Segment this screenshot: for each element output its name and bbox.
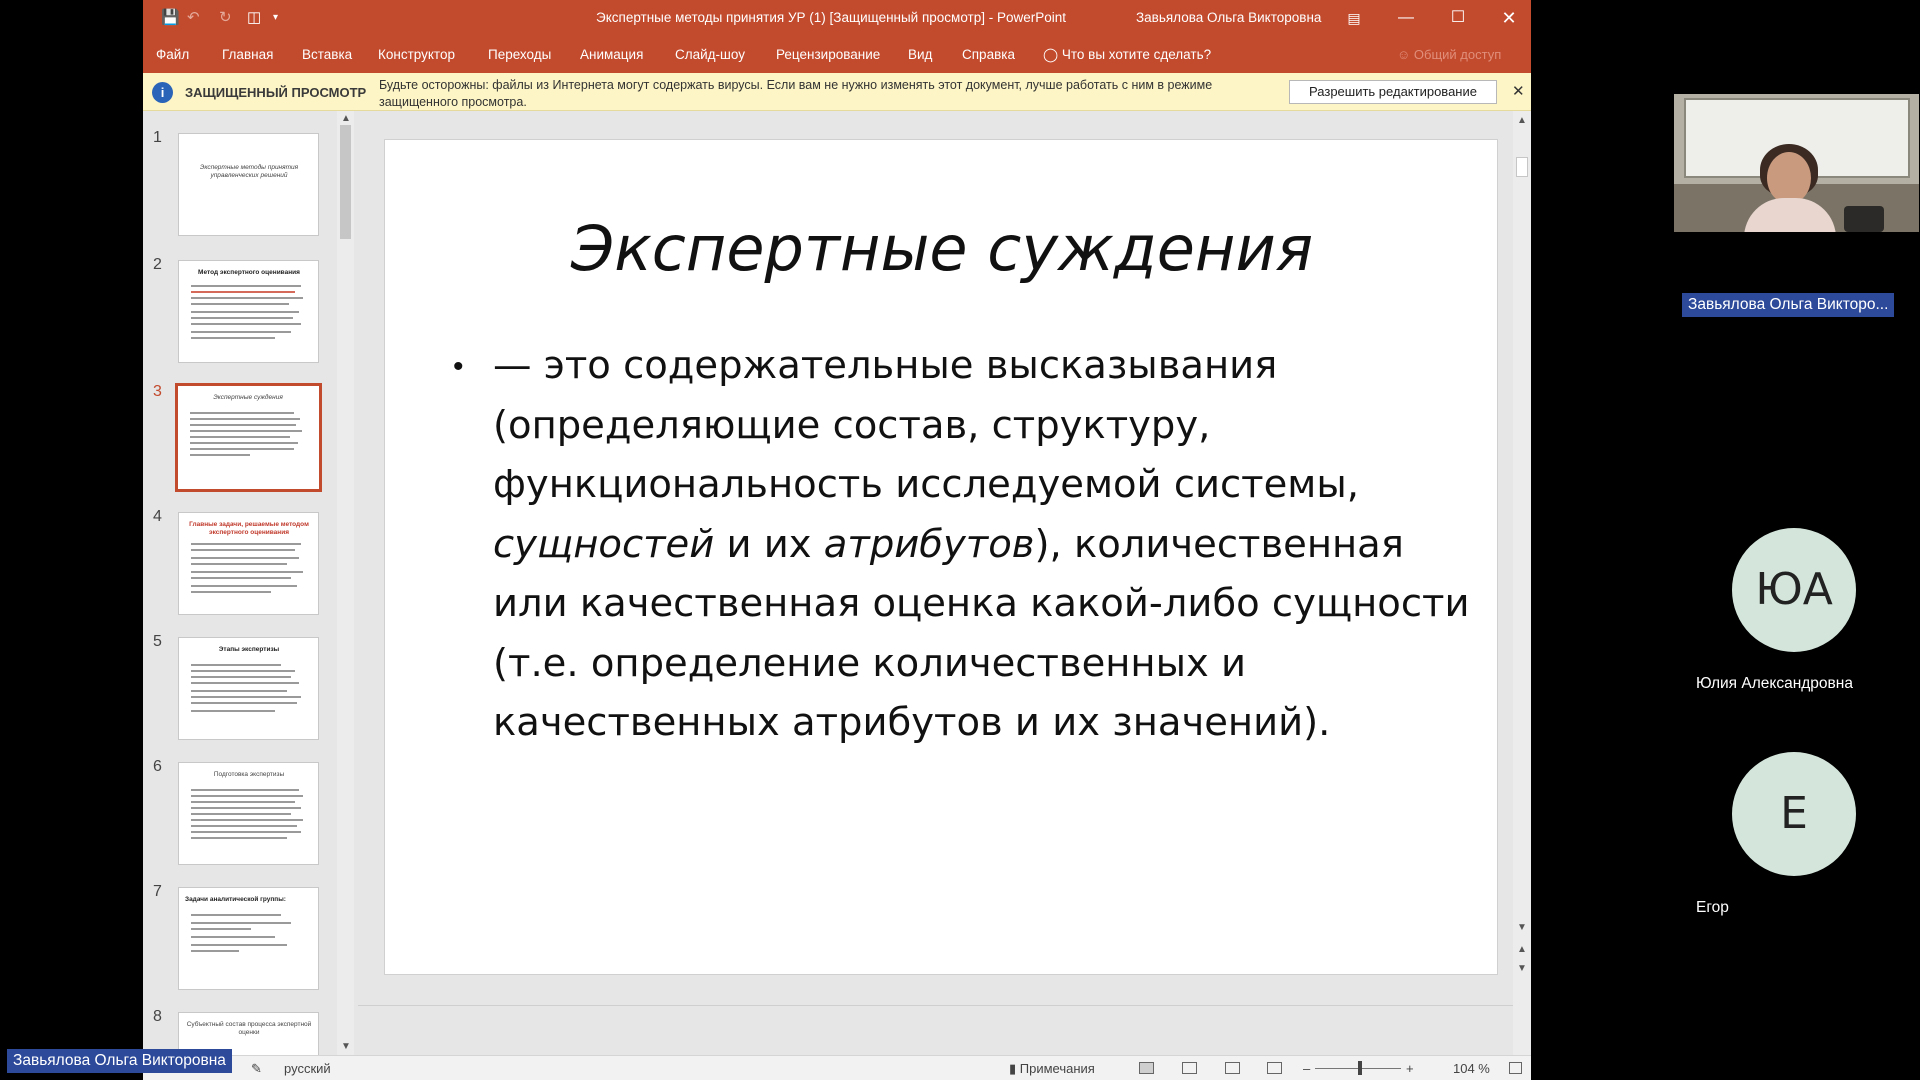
protected-view-message: Будьте осторожны: файлы из Интернета могут содержать вирусы. Если вам не нужно изменять этот документ, лучше работать с ним в режиме защищенного просмотра. bbox=[379, 78, 1213, 109]
thumbnail-title: Экспертные методы принятия управленческих решений bbox=[199, 164, 299, 179]
thumbnails-scrollbar[interactable] bbox=[337, 111, 354, 1055]
slide-sorter-icon[interactable] bbox=[1182, 1062, 1197, 1074]
thumbnail-line bbox=[191, 807, 301, 809]
participant-avatar[interactable]: Е bbox=[1732, 752, 1856, 876]
thumbnail-line bbox=[190, 412, 294, 414]
ribbon-display-icon[interactable]: ▤ bbox=[1347, 10, 1361, 26]
next-slide-icon[interactable]: ▼ bbox=[1517, 963, 1527, 974]
thumbnail-line bbox=[190, 448, 294, 450]
body-text-italic: атрибутов bbox=[823, 521, 1035, 567]
enable-editing-button[interactable]: Разрешить редактирование bbox=[1289, 80, 1497, 104]
notes-divider[interactable] bbox=[358, 1005, 1531, 1006]
body-text-part: — это содержательные высказывания (определяющие состав, структуру, функциональность исследуемой системы, bbox=[493, 343, 1359, 507]
thumbnail-line bbox=[191, 710, 275, 712]
thumbnail-line bbox=[191, 676, 291, 678]
slide-number: 2 bbox=[153, 256, 162, 273]
comment-icon: ▮ bbox=[1009, 1061, 1017, 1076]
thumbnail-line bbox=[191, 936, 275, 938]
share-label: Общий доступ bbox=[1413, 47, 1502, 62]
tab-animations[interactable]: Анимация bbox=[580, 47, 644, 62]
thumbnail-title: Главные задачи, решаемые методом экспертного оценивания bbox=[189, 521, 309, 536]
previous-slide-icon[interactable]: ▲ bbox=[1517, 944, 1527, 955]
scrollbar-thumb[interactable] bbox=[1516, 157, 1528, 177]
scroll-down-icon[interactable]: ▼ bbox=[341, 1041, 351, 1052]
presenter-camera-video[interactable] bbox=[1674, 94, 1919, 232]
head bbox=[1767, 152, 1811, 204]
body-text-part: и их bbox=[714, 521, 824, 567]
zoom-level[interactable]: 104 % bbox=[1453, 1061, 1490, 1076]
undo-icon[interactable]: ↶ bbox=[187, 9, 200, 26]
thumbnail-title: Задачи аналитической группы: bbox=[185, 896, 286, 903]
start-from-beginning-icon[interactable]: ◫ bbox=[247, 9, 262, 26]
tab-insert[interactable]: Вставка bbox=[302, 47, 353, 62]
slide-thumbnails-pane bbox=[143, 111, 358, 1055]
thumbnail-title: Метод экспертного оценивания bbox=[198, 269, 300, 276]
reading-view-icon[interactable] bbox=[1225, 1062, 1240, 1074]
body-text-part: ), количественная или качественная оценка какой-либо сущности (т.е. определение количественных и качественных атрибутов и их значений). bbox=[493, 521, 1470, 745]
slide-thumbnail-5[interactable] bbox=[178, 637, 319, 740]
thumbnail-line bbox=[191, 331, 291, 333]
slide-thumbnail-1[interactable] bbox=[178, 133, 319, 236]
thumbnail-line bbox=[190, 424, 296, 426]
thumbnail-title: Этапы экспертизы bbox=[218, 646, 280, 653]
thumbnail-line bbox=[191, 922, 291, 924]
thumbnail-line bbox=[191, 944, 287, 946]
close-bar-icon[interactable]: ✕ bbox=[1512, 83, 1525, 100]
fit-to-window-icon[interactable] bbox=[1509, 1062, 1522, 1074]
thumbnail-line bbox=[191, 337, 275, 339]
thumbnail-line bbox=[191, 831, 301, 833]
thumbnail-line bbox=[191, 549, 295, 551]
scrollbar-thumb[interactable] bbox=[340, 125, 351, 239]
slide-thumbnail-3[interactable] bbox=[175, 383, 322, 492]
tab-view[interactable]: Вид bbox=[908, 47, 933, 62]
scroll-up-icon[interactable]: ▲ bbox=[1517, 115, 1527, 126]
tab-transitions[interactable]: Переходы bbox=[488, 47, 552, 62]
info-icon: i bbox=[152, 82, 173, 103]
thumbnail-line bbox=[191, 801, 295, 803]
powerpoint-window bbox=[143, 0, 1531, 1080]
participant-name: Юлия Александровна bbox=[1696, 675, 1853, 692]
thumbnail-line bbox=[191, 303, 289, 305]
thumbnail-line bbox=[191, 664, 281, 666]
thumbnail-line bbox=[191, 928, 251, 930]
close-icon[interactable]: ✕ bbox=[1501, 8, 1517, 28]
thumbnail-line bbox=[191, 914, 281, 916]
slide-number: 1 bbox=[153, 129, 162, 146]
thumbnail-line bbox=[190, 454, 250, 456]
thumbnail-title: Субъектный состав процесса экспертной оценки bbox=[186, 1021, 312, 1036]
participant-avatar[interactable]: ЮА bbox=[1732, 528, 1856, 652]
slide-number: 7 bbox=[153, 883, 162, 900]
thumbnail-line bbox=[191, 837, 287, 839]
thumbnail-title: Подготовка экспертизы bbox=[213, 771, 285, 778]
thumbnail-line bbox=[191, 950, 239, 952]
language-indicator[interactable]: русский bbox=[284, 1061, 331, 1076]
notes-label: Примечания bbox=[1019, 1061, 1095, 1076]
save-icon[interactable]: 💾 bbox=[161, 9, 180, 26]
window-title: Экспертные методы принятия УР (1) [Защищенный просмотр] - PowerPoint bbox=[596, 10, 1067, 25]
thumbnail-line bbox=[191, 585, 297, 587]
protected-view-title: ЗАЩИЩЕННЫЙ ПРОСМОТР bbox=[185, 85, 367, 100]
tell-me-label: Что вы хотите сделать? bbox=[1061, 47, 1212, 62]
participant-name: Егор bbox=[1696, 899, 1729, 916]
customize-qat-icon[interactable]: ▾ bbox=[273, 12, 279, 23]
thumbnail-line bbox=[191, 577, 291, 579]
lightbulb-icon: ◯ bbox=[1043, 47, 1059, 62]
slide-number: 8 bbox=[153, 1008, 162, 1025]
thumbnail-line bbox=[191, 323, 301, 325]
tab-file[interactable]: Файл bbox=[156, 47, 190, 62]
slide-thumbnail-2[interactable] bbox=[178, 260, 319, 363]
thumbnail-line bbox=[191, 317, 293, 319]
slide-scrollbar[interactable] bbox=[1513, 111, 1531, 1055]
signed-in-user[interactable]: Завьялова Ольга Викторовна bbox=[1136, 10, 1322, 25]
status-bar bbox=[143, 1055, 1531, 1080]
body-text-italic: сущностей bbox=[493, 521, 715, 567]
thumbnail-line bbox=[190, 442, 298, 444]
thumbnail-line bbox=[191, 571, 303, 573]
tab-design[interactable]: Конструктор bbox=[378, 47, 455, 62]
normal-view-icon[interactable] bbox=[1139, 1062, 1154, 1074]
thumbnail-line bbox=[191, 591, 271, 593]
tab-slideshow[interactable]: Слайд-шоу bbox=[675, 47, 745, 62]
maximize-icon[interactable]: ☐ bbox=[1450, 9, 1466, 26]
tab-help[interactable]: Справка bbox=[962, 47, 1015, 62]
slide-number: 4 bbox=[153, 508, 162, 525]
thumbnail-line bbox=[191, 311, 299, 313]
zoom-out-icon[interactable]: – bbox=[1303, 1061, 1311, 1076]
zoom-slider-thumb[interactable] bbox=[1358, 1061, 1362, 1075]
presenter-name-tag: Завьялова Ольга Викторовна bbox=[7, 1049, 232, 1073]
slide-number: 3 bbox=[153, 383, 162, 400]
thumbnail-line bbox=[191, 813, 291, 815]
slide-edit-area bbox=[358, 111, 1531, 1055]
thumbnail-line bbox=[191, 285, 301, 287]
minimize-icon[interactable]: — bbox=[1398, 9, 1414, 26]
thumbnail-line bbox=[191, 825, 297, 827]
redo-icon[interactable]: ↻ bbox=[219, 9, 232, 26]
thumbnail-line bbox=[191, 297, 303, 299]
chair bbox=[1844, 206, 1884, 232]
scroll-down-icon[interactable]: ▼ bbox=[1517, 922, 1527, 933]
thumbnail-line bbox=[191, 702, 297, 704]
camera-name-tag: Завьялова Ольга Викторо... bbox=[1682, 293, 1894, 317]
slide-thumbnail-4[interactable] bbox=[178, 512, 319, 615]
thumbnail-line bbox=[191, 563, 287, 565]
slide-thumbnail-7[interactable] bbox=[178, 887, 319, 990]
protected-view-bar bbox=[143, 73, 1531, 111]
thumbnail-line bbox=[190, 418, 300, 420]
tab-home[interactable]: Главная bbox=[222, 47, 274, 62]
scroll-up-icon[interactable]: ▲ bbox=[341, 113, 351, 124]
thumbnail-line bbox=[191, 682, 299, 684]
thumbnail-line bbox=[191, 557, 299, 559]
tab-review[interactable]: Рецензирование bbox=[776, 47, 881, 62]
thumbnail-title: Экспертные суждения bbox=[213, 394, 283, 401]
thumbnail-line bbox=[190, 430, 302, 432]
person-icon: ☺ bbox=[1397, 47, 1411, 62]
notes-button[interactable] bbox=[1009, 1061, 1095, 1077]
slide-body-text[interactable] bbox=[493, 336, 1473, 753]
zoom-in-icon[interactable]: + bbox=[1406, 1061, 1414, 1076]
spellcheck-icon[interactable]: ✎ bbox=[251, 1061, 262, 1076]
current-slide[interactable] bbox=[384, 139, 1498, 975]
slide-title[interactable]: Экспертные суждения bbox=[570, 212, 1314, 285]
bullet-marker: • bbox=[453, 350, 464, 383]
thumbnail-line bbox=[191, 670, 295, 672]
slide-thumbnail-6[interactable] bbox=[178, 762, 319, 865]
thumbnail-line bbox=[191, 291, 295, 293]
thumbnail-line bbox=[190, 436, 290, 438]
tell-me-search[interactable] bbox=[1043, 47, 1211, 63]
ribbon-tabs bbox=[143, 36, 1531, 73]
thumbnail-line bbox=[191, 696, 301, 698]
slide-number: 5 bbox=[153, 633, 162, 650]
thumbnail-line bbox=[191, 543, 301, 545]
share-button[interactable] bbox=[1397, 47, 1501, 62]
slide-number: 6 bbox=[153, 758, 162, 775]
thumbnail-line bbox=[191, 819, 303, 821]
thumbnail-line bbox=[191, 795, 303, 797]
thumbnail-line bbox=[191, 789, 299, 791]
title-bar bbox=[143, 0, 1531, 36]
thumbnail-line bbox=[191, 690, 287, 692]
slideshow-icon[interactable] bbox=[1267, 1062, 1282, 1074]
